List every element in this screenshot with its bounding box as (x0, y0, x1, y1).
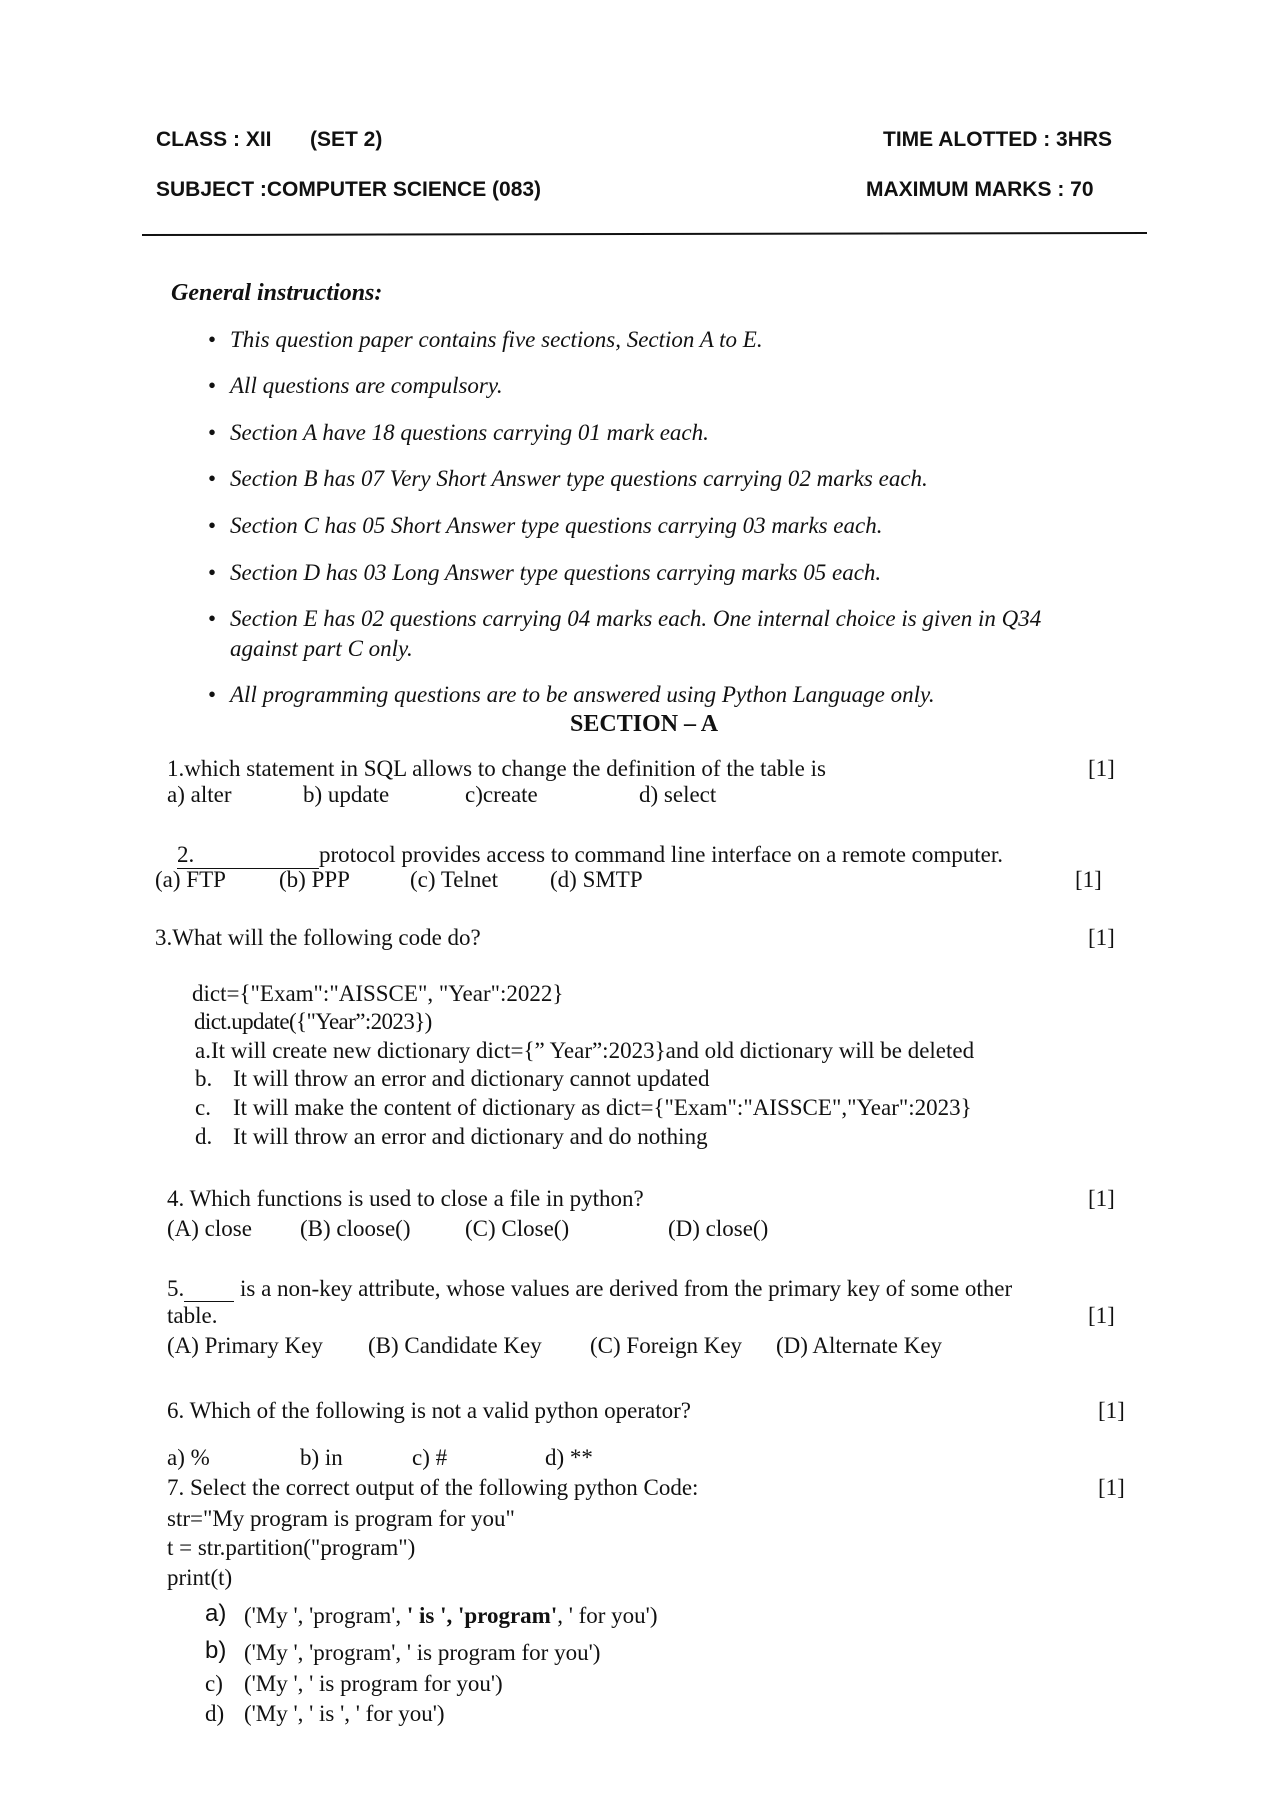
q5-option-c: (C) Foreign Key (590, 1333, 743, 1358)
q2-option-b: (b) PPP (279, 867, 350, 892)
answer-blank: 2. (177, 842, 319, 869)
q7-option-d-label: d) (205, 1701, 225, 1726)
instruction-item: • Section C has 05 Short Answer type questions carrying 03 marks each. (208, 513, 883, 538)
instruction-item-continued: against part C only. (230, 636, 413, 661)
answer-blank (184, 1279, 234, 1302)
header-divider (142, 232, 1147, 236)
bullet-icon: • (208, 606, 217, 631)
instruction-item: • This question paper contains five sections, Section A to E. (208, 327, 763, 352)
q3-option-b-label: b. (195, 1066, 213, 1091)
q6-option-d: d) ** (545, 1445, 593, 1470)
instruction-item: • Section B has 07 Very Short Answer type questions carrying 02 marks each. (208, 466, 928, 491)
q3-option-d: It will throw an error and dictionary and do nothing (233, 1124, 708, 1149)
q2-option-c: (c) Telnet (410, 867, 499, 892)
question-7: 7. Select the correct output of the following python Code: (167, 1475, 699, 1500)
q7-code-line: print(t) (167, 1565, 233, 1590)
question-5: 5. is a non-key attribute, whose values are derived from the primary key of some other (167, 1276, 1013, 1301)
q3-option-c-label: c. (195, 1095, 211, 1120)
class-label: CLASS : XII (156, 128, 272, 151)
question-5-mark: [1] (1088, 1303, 1115, 1328)
q7-option-c: ('My ', ' is program for you') (244, 1671, 503, 1696)
instruction-item: • Section A have 18 questions carrying 01 mark each. (208, 420, 709, 445)
q7-option-d: ('My ', ' is ', ' for you') (244, 1701, 445, 1726)
q3-code-line: dict.update({"Year”:2023}) (194, 1009, 432, 1034)
q6-option-b: b) in (300, 1445, 343, 1470)
q1-option-c: c)create (465, 782, 538, 807)
bullet-icon: • (208, 466, 217, 491)
q1-option-b: b) update (303, 782, 390, 807)
instruction-item: • All questions are compulsory. (208, 373, 503, 398)
question-1-mark: [1] (1088, 756, 1115, 781)
q4-option-b: (B) cloose() (300, 1216, 411, 1241)
bullet-icon: • (208, 420, 217, 445)
q2-option-a: (a) FTP (155, 867, 226, 892)
question-7-mark: [1] (1098, 1475, 1125, 1500)
q1-option-d: d) select (639, 782, 717, 807)
q7-option-c-label: c) (205, 1671, 223, 1696)
instruction-item: • Section E has 02 questions carrying 04 marks each. One internal choice is given in Q34 (208, 606, 1042, 631)
bullet-icon: • (208, 682, 217, 707)
q7-option-b-label: b) (205, 1637, 227, 1664)
q7-code-line: t = str.partition("program") (167, 1535, 416, 1560)
question-4: 4. Which functions is used to close a file in python? (167, 1186, 644, 1211)
instruction-item: • Section D has 03 Long Answer type questions carrying marks 05 each. (208, 560, 882, 585)
q6-option-a: a) % (167, 1445, 210, 1470)
question-6: 6. Which of the following is not a valid python operator? (167, 1398, 691, 1423)
q4-option-a: (A) close (167, 1216, 252, 1241)
q3-code-line: dict={"Exam":"AISSCE", "Year":2022} (192, 981, 564, 1006)
question-4-mark: [1] (1088, 1186, 1115, 1211)
q3-option-b: It will throw an error and dictionary cannot updated (233, 1066, 710, 1091)
q5-option-b: (B) Candidate Key (368, 1333, 542, 1358)
bullet-icon: • (208, 513, 217, 538)
q7-code-line: str="My program is program for you" (167, 1506, 515, 1531)
question-2: 2. protocol provides access to command line interface on a remote computer. (177, 842, 1004, 867)
q3-option-c: It will make the content of dictionary as dict={"Exam":"AISSCE","Year":2023} (233, 1095, 972, 1120)
q6-option-c: c) # (412, 1445, 448, 1470)
subject-label: SUBJECT :COMPUTER SCIENCE (083) (156, 178, 542, 201)
bullet-icon: • (208, 560, 217, 585)
bullet-icon: • (208, 373, 217, 398)
question-1: 1.which statement in SQL allows to change the definition of the table is (167, 756, 826, 781)
question-3-mark: [1] (1088, 925, 1115, 950)
q3-option-d-label: d. (195, 1124, 213, 1149)
question-6-mark: [1] (1098, 1398, 1125, 1423)
q5-option-a: (A) Primary Key (167, 1333, 323, 1358)
q3-option-a: a.It will create new dictionary dict={” Year”:2023}and old dictionary will be deleted (195, 1038, 975, 1063)
q4-option-c: (C) Close() (465, 1216, 570, 1241)
q7-option-b: ('My ', 'program', ' is program for you') (244, 1640, 601, 1665)
q5-option-d: (D) Alternate Key (776, 1333, 943, 1358)
question-3: 3.What will the following code do? (155, 925, 481, 950)
set-label: (SET 2) (310, 128, 383, 151)
q1-option-a: a) alter (167, 782, 232, 807)
maximum-marks: MAXIMUM MARKS : 70 (866, 178, 1094, 201)
time-allotted: TIME ALOTTED : 3HRS (883, 128, 1113, 151)
q4-option-d: (D) close() (668, 1216, 769, 1241)
question-2-mark: [1] (1075, 867, 1102, 892)
question-5-continued: table. (167, 1303, 218, 1328)
section-title: SECTION – A (570, 711, 719, 737)
q2-option-d: (d) SMTP (550, 867, 643, 892)
instruction-item: • All programming questions are to be answered using Python Language only. (208, 682, 935, 707)
bullet-icon: • (208, 327, 217, 352)
q7-option-a-label: a) (205, 1600, 227, 1627)
q7-option-a: ('My ', 'program', ' is ', 'program', ' for you') (244, 1603, 658, 1628)
instructions-title: General instructions: (171, 280, 383, 306)
